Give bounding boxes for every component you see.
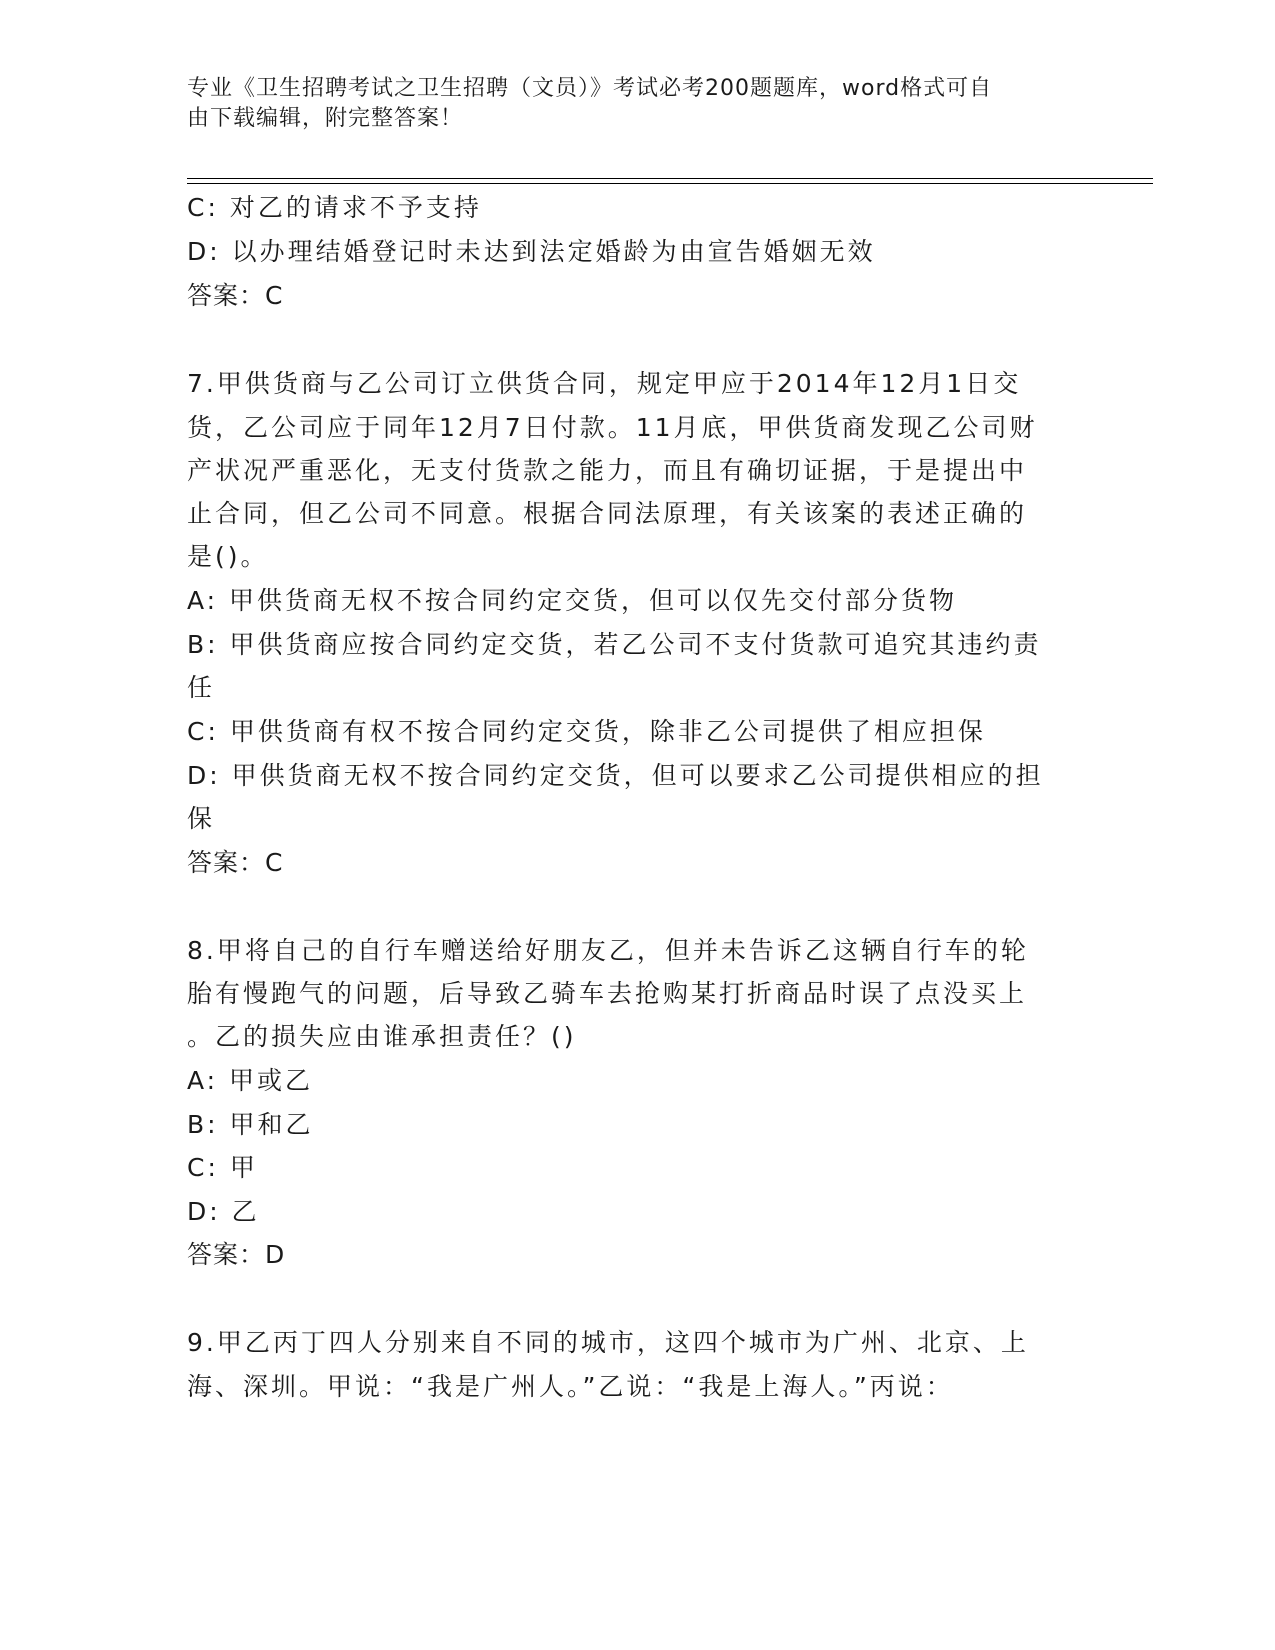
q8-answer: 答案：D bbox=[187, 1240, 286, 1269]
q7-option-b-line-1: B: 甲供货商应按合同约定交货，若乙公司不支付货款可追究其违约责 bbox=[187, 630, 1042, 659]
q7-option-c: C: 甲供货商有权不按合同约定交货，除非乙公司提供了相应担保 bbox=[187, 717, 986, 746]
q6-answer: 答案：C bbox=[187, 281, 284, 310]
q6-option-c: C: 对乙的请求不予支持 bbox=[187, 193, 482, 222]
q7-stem-line-2: 货，乙公司应于同年12月7日付款。11月底，甲供货商发现乙公司财 bbox=[187, 413, 1038, 442]
header-text-line-1: 专业《卫生招聘考试之卫生招聘（文员）》考试必考200题题库，word格式可自 bbox=[187, 76, 993, 101]
q8-stem-line-1: 8.甲将自己的自行车赠送给好朋友乙，但并未告诉乙这辆自行车的轮 bbox=[187, 936, 1029, 965]
q7-stem-line-5: 是()。 bbox=[187, 542, 269, 571]
q8-option-b: B: 甲和乙 bbox=[187, 1110, 314, 1139]
header-divider-bottom bbox=[187, 183, 1153, 184]
q7-stem-line-3: 产状况严重恶化，无支付货款之能力，而且有确切证据，于是提出中 bbox=[187, 456, 1028, 485]
header-text-line-2: 由下载编辑，附完整答案！ bbox=[187, 106, 464, 131]
q8-stem-line-3: 。乙的损失应由谁承担责任？() bbox=[187, 1022, 577, 1051]
q8-stem-line-2: 胎有慢跑气的问题，后导致乙骑车去抢购某打折商品时误了点没买上 bbox=[187, 979, 1028, 1008]
header-divider-top bbox=[187, 178, 1153, 179]
q7-answer: 答案：C bbox=[187, 848, 284, 877]
q7-stem-line-1: 7.甲供货商与乙公司订立供货合同，规定甲应于2014年12月1日交 bbox=[187, 369, 1022, 398]
q7-option-b-line-2: 任 bbox=[187, 673, 216, 702]
q8-option-a: A: 甲或乙 bbox=[187, 1066, 314, 1095]
q7-option-a: A: 甲供货商无权不按合同约定交货，但可以仅先交付部分货物 bbox=[187, 586, 958, 615]
q9-stem-line-1: 9.甲乙丙丁四人分别来自不同的城市，这四个城市为广州、北京、上 bbox=[187, 1328, 1029, 1357]
q7-stem-line-4: 止合同，但乙公司不同意。根据合同法原理，有关该案的表述正确的 bbox=[187, 499, 1028, 528]
q8-option-c: C: 甲 bbox=[187, 1153, 258, 1182]
q9-stem-line-2: 海、深圳。甲说：“我是广州人。”乙说：“我是上海人。”丙说： bbox=[187, 1372, 954, 1401]
q7-option-d-line-1: D: 甲供货商无权不按合同约定交货，但可以要求乙公司提供相应的担 bbox=[187, 761, 1044, 790]
q8-option-d: D: 乙 bbox=[187, 1197, 260, 1226]
q6-option-d: D: 以办理结婚登记时未达到法定婚龄为由宣告婚姻无效 bbox=[187, 237, 876, 266]
q7-option-d-line-2: 保 bbox=[187, 804, 216, 833]
